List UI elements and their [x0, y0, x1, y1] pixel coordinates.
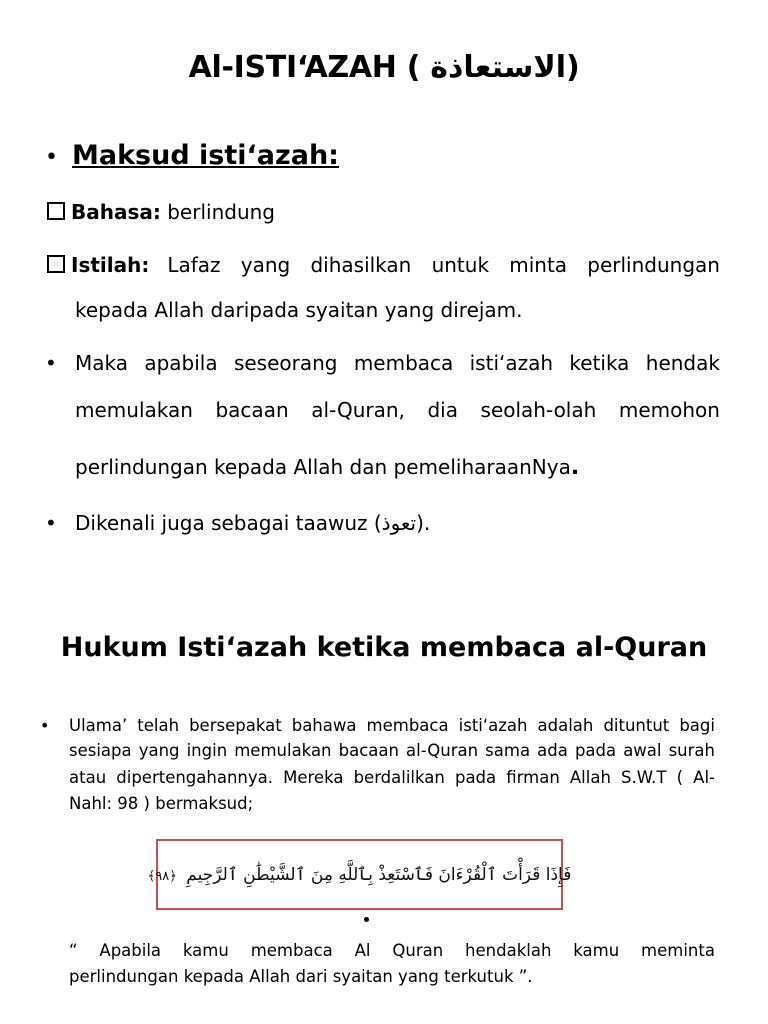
word: sama: [485, 741, 531, 760]
word: membaca: [353, 351, 454, 375]
word: dia: [427, 398, 458, 422]
verse-arabic-text: فَإِذَا قَرَأْتَ ٱلْقُرْءَانَ فَٱسْتَعِذْ بِٱللَّهِ مِنَ ٱلشَّيْطَٰنِ ٱلرَّجِيمِ: [186, 865, 572, 885]
word: memohon: [618, 398, 720, 422]
word: kamu: [182, 941, 229, 960]
checkbox-bullet-icon: [47, 202, 65, 220]
bullet2-arabic: تعوذ: [381, 511, 417, 535]
bullet1-line1: [75, 351, 720, 375]
bahasa-row: [47, 200, 275, 224]
bullet-icon: •: [45, 351, 57, 375]
word: Maka: [75, 351, 128, 375]
para-line3: [69, 768, 715, 787]
para-line4: Nahl: 98 ) bermaksud;: [69, 794, 254, 813]
page-title: [0, 50, 768, 85]
word: Al-: [693, 768, 715, 787]
word: firman: [506, 768, 560, 787]
bullet2-end: ).: [416, 511, 431, 535]
word: untuk: [431, 253, 490, 277]
word: memulakan: [234, 741, 332, 760]
verse-box: [147, 839, 572, 910]
word: Ulama’: [69, 716, 128, 735]
word: al-Quran: [406, 741, 479, 760]
istilah-label-wrap: [47, 253, 149, 277]
word: seolah-olah: [480, 398, 597, 422]
word: bersepakat: [189, 716, 282, 735]
word: Quran: [392, 941, 444, 960]
word: sesiapa: [69, 741, 132, 760]
word: hendak: [645, 351, 720, 375]
word: (: [676, 768, 684, 787]
word: telah: [137, 716, 180, 735]
word: adalah: [537, 716, 594, 735]
word: pada: [454, 768, 497, 787]
istilah-row: [47, 253, 720, 277]
word: seseorang: [233, 351, 338, 375]
verse-arabic: [148, 864, 572, 885]
word: meminta: [641, 941, 715, 960]
bullet2-text: Dikenali juga sebagai taawuz (: [75, 511, 382, 535]
word: surah: [668, 741, 715, 760]
word: yang: [240, 253, 291, 277]
word: Mereka: [283, 768, 344, 787]
word: membaca: [250, 941, 333, 960]
bahasa-label: Bahasa:: [71, 200, 161, 224]
word: atau: [69, 768, 107, 787]
word: Al: [354, 941, 371, 960]
checkbox-bullet-icon: [47, 255, 65, 273]
word: ketika: [569, 351, 630, 375]
bullet1-line3: [75, 455, 579, 480]
bahasa-text: berlindung: [160, 200, 275, 224]
bullet-icon: •: [45, 511, 57, 535]
bullet1-line3-text: perlindungan kepada Allah dan pemeliharaanNya: [75, 455, 571, 479]
bullet-icon: •: [45, 145, 58, 170]
word: dituntut: [603, 716, 670, 735]
word: isti‘azah: [458, 716, 528, 735]
word: Apabila: [99, 941, 162, 960]
translation-line2: perlindungan kepada Allah dari syaitan yang terkutuk ”.: [69, 967, 533, 986]
word: S.W.T: [621, 768, 667, 787]
word: “: [69, 941, 78, 960]
title-latin: Al-ISTI‘AZAH (: [188, 50, 421, 85]
bullet2-line: [75, 511, 430, 535]
word: memulakan: [75, 398, 193, 422]
bullet-dot-icon: [364, 917, 369, 922]
word: dipertengahannya.: [116, 768, 273, 787]
istilah-line2: kepada Allah daripada syaitan yang direjam.: [75, 298, 523, 322]
translation-line1: [69, 941, 715, 960]
word: hendaklah: [465, 941, 552, 960]
word: minta: [509, 253, 568, 277]
istilah-label: Istilah:: [71, 253, 150, 277]
section-title: Hukum Isti‘azah ketika membaca al-Quran: [60, 632, 708, 663]
word: Lafaz: [167, 253, 221, 277]
word: kamu: [573, 941, 620, 960]
bullet1-line2: [75, 398, 720, 422]
bullet1-line3-period: .: [570, 455, 580, 480]
word: bacaan: [338, 741, 399, 760]
para-line2: [69, 741, 715, 760]
bullet-icon: •: [40, 716, 50, 735]
word: awal: [623, 741, 662, 760]
word: pada: [574, 741, 617, 760]
maksud-heading-row: [45, 140, 339, 171]
para-line1: [69, 716, 715, 735]
word: isti‘azah: [469, 351, 554, 375]
word: bagi: [679, 716, 715, 735]
word: bacaan: [215, 398, 289, 422]
word: berdalilkan: [353, 768, 445, 787]
word: apabila: [144, 351, 218, 375]
title-close: ): [565, 50, 580, 85]
word: Allah: [569, 768, 611, 787]
ayah-number-icon: ﴿٩٨﴾: [147, 869, 177, 884]
maksud-heading: Maksud isti‘azah:: [71, 140, 339, 171]
word: perlindungan: [587, 253, 720, 277]
word: dihasilkan: [310, 253, 412, 277]
word: ada: [537, 741, 568, 760]
word: bahawa: [291, 716, 357, 735]
word: membaca: [366, 716, 449, 735]
istilah-line1: [167, 253, 720, 277]
word: ingin: [186, 741, 228, 760]
word: al-Quran,: [311, 398, 405, 422]
word: yang: [138, 741, 180, 760]
title-arabic: الاستعاذة: [430, 50, 566, 85]
